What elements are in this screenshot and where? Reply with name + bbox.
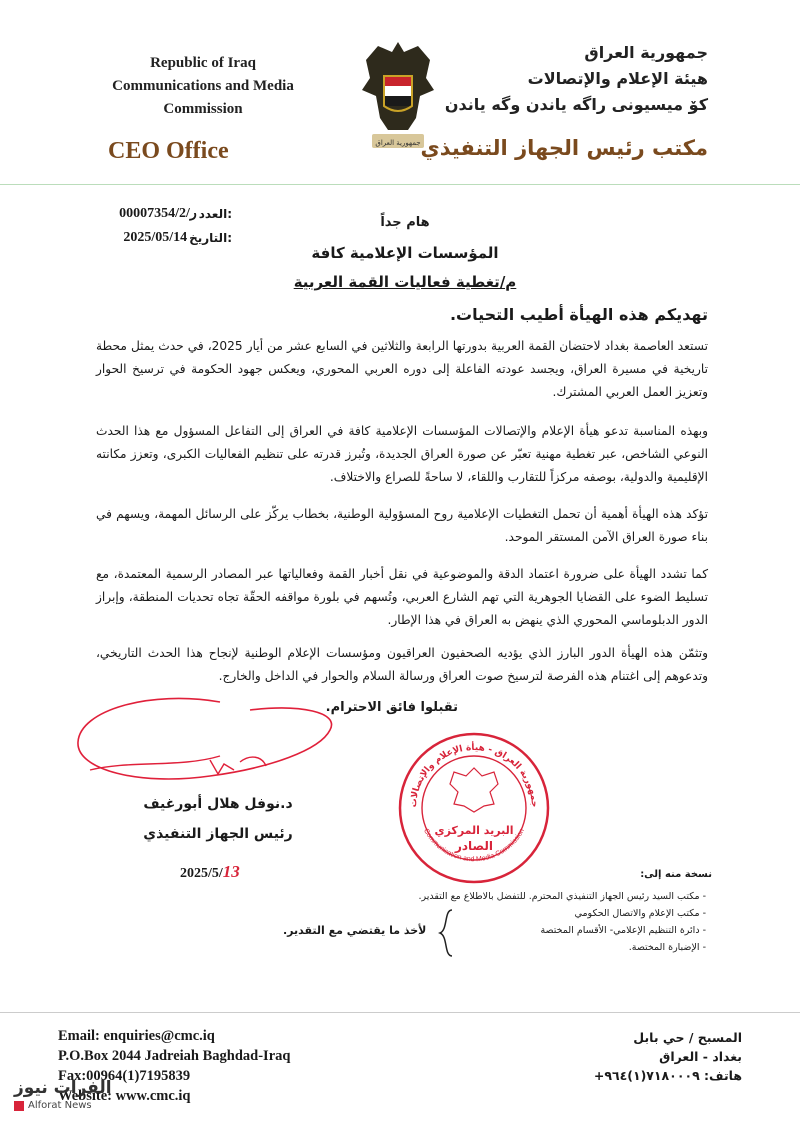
paragraph-5: وتثمّن هذه الهيأة الدور البارز الذي يؤديه الصحفيون العراقيون ومؤسسات الإعلام الوطنية لإنجاح هذا الحدث التاريخي، وتدعوهم إلى اغتنام هذه الفرصة لترسيخ صوت العراق ورسالة السلام والحوار في الداخل والخارج. xyxy=(96,646,708,683)
footer-email: Email: enquiries@cmc.iq xyxy=(58,1028,215,1044)
stamp-top-text: جمهورية العراق - هيأة الإعلام والإتصالات xyxy=(408,742,540,808)
subject-line: م/تغطية فعاليات القمة العربية xyxy=(293,273,517,291)
brace-icon xyxy=(438,908,456,958)
header-divider xyxy=(0,184,800,185)
header-en-line-3: Commission xyxy=(163,101,243,117)
reference-number-label: العدد: xyxy=(198,207,232,221)
copies-note: لأخذ ما يقتضي مع التقدير. xyxy=(283,924,427,937)
signature-date-handwritten: 13 xyxy=(222,862,240,881)
ceo-office-ar: مكتب رئيس الجهاز التنفيذي xyxy=(420,136,708,160)
urgent-label: هام جداً xyxy=(380,215,430,230)
copy-item-1: - مكتب السيد رئيس الجهاز التنفيذي المحترم. للتفضل بالاطلاع مع التقدير. xyxy=(418,891,706,902)
stamp-mid-text: البريد المركزي xyxy=(434,824,514,837)
footer-divider xyxy=(0,1012,800,1013)
signature-date xyxy=(180,862,240,882)
reference-number: 00007354/2/ر xyxy=(119,206,197,221)
footer-pobox: P.O.Box 2044 Jadreiah Baghdad-Iraq xyxy=(58,1048,291,1064)
signature-date-printed: 2025/5/ xyxy=(180,866,223,881)
reference-date-label: التاريخ: xyxy=(189,231,232,245)
header-arabic xyxy=(408,40,708,118)
paragraph-3: تؤكد هذه الهيأة أهمية أن تحمل التغطيات الإعلامية روح المسؤولية الوطنية، بخطاب يركّز على الرسائل المهمة، ويسهم في بناء صورة العراق الآمن المستقر الموحد. xyxy=(96,507,708,544)
alforat-news-watermark xyxy=(14,1078,114,1111)
stamp-bottom-text: الصادر xyxy=(454,839,494,853)
copy-item-2: - مكتب الإعلام والاتصال الحكومي xyxy=(574,908,706,919)
greeting: تهديكم هذه الهيأة أطيب التحيات. xyxy=(449,305,708,324)
copies-list xyxy=(346,888,706,956)
paragraph-1: تستعد العاصمة بغداد لاحتضان القمة العربية بدورتها الرابعة والثلاثين في السابع عشر من أيار 2025، في حدث يمثل محطة تاريخية في مسيرة العراق، ويجسد عودته الفاعلة إلى دوره العربي المحوري، ويعكس جهود الحكومة في ترسيخ الحوار وتعزيز العمل العربي المشترك. xyxy=(96,339,708,399)
reference-meta xyxy=(62,202,232,250)
watermark-en: Alforat News xyxy=(28,1100,92,1111)
stamp-en-text: Communication and Media Commission xyxy=(422,827,526,864)
stamp-eagle-icon xyxy=(450,768,498,812)
copy-item-4: - الإضبارة المختصة. xyxy=(628,942,706,953)
paragraph-2: وبهذه المناسبة تدعو هيأة الإعلام والإتصالات المؤسسات الإعلامية كافة في العراق إلى التفاعل المسؤول مع هذا الحدث النوعي الشاخص، عبر تغطية مهنية تعبّر عن صورة العراق الجديدة، وتُبرز قدرته على تنظيم الفعاليات الكبرى، وتعزز مكانته الإقليمية والدولية، بوصفه مركزاً للتقارب واللقاء، لا ساحةً للصراع والاختلاف. xyxy=(96,424,708,484)
header-english xyxy=(88,52,318,121)
reference-date: 2025/05/14 xyxy=(123,230,188,245)
official-stamp xyxy=(394,728,554,888)
emblem-caption: جمهورية العراق xyxy=(375,139,421,147)
footer-contact-ar xyxy=(594,1028,742,1085)
footer-fax: Fax:00964(1)7195839 xyxy=(58,1068,191,1084)
signatory-name: د.نوفل هلال أبورغيف xyxy=(143,796,293,812)
footer-ar-line-2: بغداد - العراق xyxy=(659,1049,742,1064)
header-ar-line-3: كۆ میسیونی راگه یاندن وگه یاندن xyxy=(444,95,708,114)
handwritten-signature-icon xyxy=(70,690,350,800)
header-ar-line-2: هيئة الإعلام والإتصالات xyxy=(527,69,708,88)
watermark-logo-icon xyxy=(14,1101,24,1111)
ceo-office-en: CEO Office xyxy=(108,138,229,164)
watermark-ar: الفرات نيوز xyxy=(14,1078,112,1098)
header-ar-line-1: جمهورية العراق xyxy=(584,43,708,62)
copies-title: نسخة منه إلى: xyxy=(640,869,712,880)
footer-website: Website: www.cmc.iq xyxy=(58,1088,191,1104)
footer-ar-line-3: هاتف: ٧١٨٠٠٠٩(١)٩٦٤+ xyxy=(593,1068,742,1083)
addressee: المؤسسات الإعلامية كافة xyxy=(311,244,499,262)
footer-ar-line-1: المسبح / حي بابل xyxy=(633,1030,742,1045)
paragraph-4: كما تشدد الهيأة على ضرورة اعتماد الدقة والموضوعية في نقل أخبار القمة وفعالياتها عبر المصادر الرسمية المعتمدة، مع تسليط الضوء على القضايا الجوهرية التي تهم الشارع العربي، وتُسهم في بلورة مواقفه الحقّة تجاه تحديات المنطقة، وإبراز الدور الدبلوماسي المحوري الذي ينهض به العراق في هذا الإطار. xyxy=(96,567,708,627)
closing-regards: تقبلوا فائق الاحترام. xyxy=(325,700,458,715)
header-en-line-2: Communications and Media xyxy=(112,78,294,94)
signatory-title: رئيس الجهاز التنفيذي xyxy=(143,826,293,842)
copy-item-3: - دائرة التنظيم الإعلامي- الأقسام المختصة xyxy=(540,925,706,936)
header-en-line-1: Republic of Iraq xyxy=(150,55,256,71)
